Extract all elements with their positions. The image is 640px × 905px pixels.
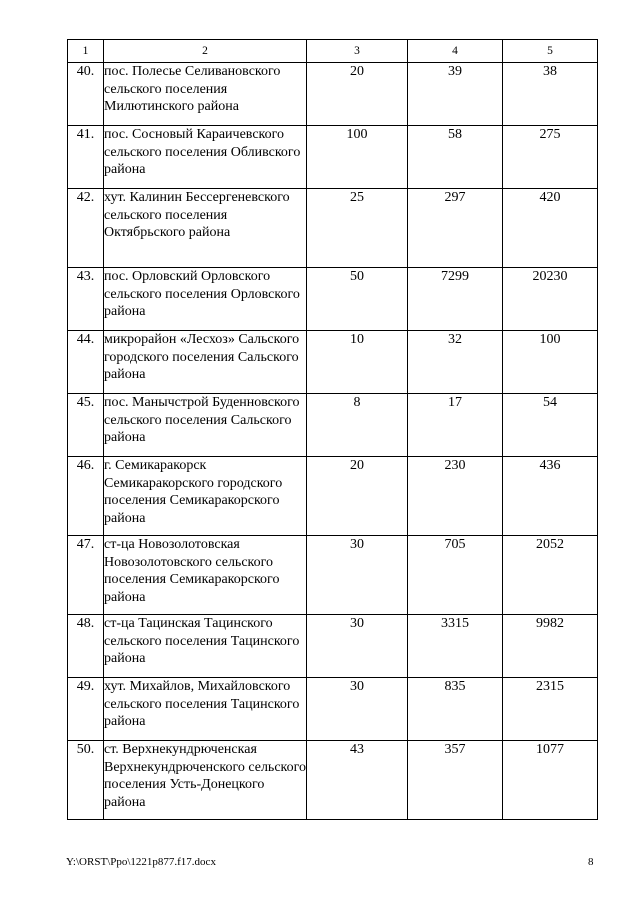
settlement-name: хут. Михайлов, Михайловского сельского поселения Тацинского района	[104, 678, 307, 741]
row-number: 41.	[68, 126, 104, 189]
column-5-value: 275	[503, 126, 598, 189]
column-5-value: 100	[503, 331, 598, 394]
column-header-2: 2	[104, 40, 307, 63]
column-header-3: 3	[307, 40, 408, 63]
table-row	[68, 189, 598, 268]
table-header-row	[68, 40, 598, 63]
column-4-value: 39	[408, 63, 503, 126]
column-4-value: 3315	[408, 615, 503, 678]
document-table	[67, 39, 598, 820]
column-5-value: 2052	[503, 536, 598, 615]
settlement-name: хут. Калинин Бессергеневского сельского поселения Октябрьского района	[104, 189, 307, 268]
table-row	[68, 63, 598, 126]
settlement-name: пос. Сосновый Караичевского сельского поселения Обливского района	[104, 126, 307, 189]
settlement-name: г. Семикаракорск Семикаракорского городского поселения Семикаракорского района	[104, 457, 307, 536]
column-3-value: 30	[307, 536, 408, 615]
row-number: 49.	[68, 678, 104, 741]
column-3-value: 10	[307, 331, 408, 394]
column-5-value: 436	[503, 457, 598, 536]
table-row	[68, 331, 598, 394]
column-4-value: 230	[408, 457, 503, 536]
column-3-value: 20	[307, 63, 408, 126]
table-row	[68, 741, 598, 820]
table-row	[68, 615, 598, 678]
column-3-value: 100	[307, 126, 408, 189]
row-number: 48.	[68, 615, 104, 678]
settlement-name: ст-ца Тацинская Тацинского сельского поселения Тацинского района	[104, 615, 307, 678]
column-4-value: 297	[408, 189, 503, 268]
column-5-value: 1077	[503, 741, 598, 820]
column-header-5: 5	[503, 40, 598, 63]
settlement-name: пос. Манычстрой Буденновского сельского поселения Сальского района	[104, 394, 307, 457]
table-row	[68, 536, 598, 615]
row-number: 44.	[68, 331, 104, 394]
column-3-value: 30	[307, 615, 408, 678]
column-3-value: 50	[307, 268, 408, 331]
column-5-value: 54	[503, 394, 598, 457]
table-row	[68, 126, 598, 189]
column-4-value: 705	[408, 536, 503, 615]
column-4-value: 835	[408, 678, 503, 741]
settlement-name: ст-ца Новозолотовская Новозолотовского сельского поселения Семикаракорского района	[104, 536, 307, 615]
column-header-4: 4	[408, 40, 503, 63]
row-number: 47.	[68, 536, 104, 615]
table-row	[68, 678, 598, 741]
column-header-1: 1	[68, 40, 104, 63]
settlement-name: пос. Орловский Орловского сельского поселения Орловского района	[104, 268, 307, 331]
settlement-name: микрорайон «Лесхоз» Сальского городского поселения Сальского района	[104, 331, 307, 394]
column-3-value: 25	[307, 189, 408, 268]
table-row	[68, 394, 598, 457]
row-number: 50.	[68, 741, 104, 820]
column-4-value: 357	[408, 741, 503, 820]
column-4-value: 58	[408, 126, 503, 189]
column-5-value: 9982	[503, 615, 598, 678]
settlement-name: пос. Полесье Селивановского сельского поселения Милютинского района	[104, 63, 307, 126]
settlement-name: ст. Верхнекундрюченская Верхнекундрюченского сельского поселения Усть-Донецкого района	[104, 741, 307, 820]
table-row	[68, 268, 598, 331]
column-5-value: 20230	[503, 268, 598, 331]
column-4-value: 7299	[408, 268, 503, 331]
column-3-value: 8	[307, 394, 408, 457]
column-5-value: 2315	[503, 678, 598, 741]
column-3-value: 43	[307, 741, 408, 820]
column-5-value: 420	[503, 189, 598, 268]
row-number: 45.	[68, 394, 104, 457]
row-number: 40.	[68, 63, 104, 126]
row-number: 43.	[68, 268, 104, 331]
file-path-footer: Y:\ORST\Ppo\1221p877.f17.docx	[66, 856, 216, 868]
column-3-value: 30	[307, 678, 408, 741]
row-number: 42.	[68, 189, 104, 268]
row-number: 46.	[68, 457, 104, 536]
column-5-value: 38	[503, 63, 598, 126]
column-4-value: 17	[408, 394, 503, 457]
page-number: 8	[588, 856, 594, 868]
column-3-value: 20	[307, 457, 408, 536]
column-4-value: 32	[408, 331, 503, 394]
table-row	[68, 457, 598, 536]
